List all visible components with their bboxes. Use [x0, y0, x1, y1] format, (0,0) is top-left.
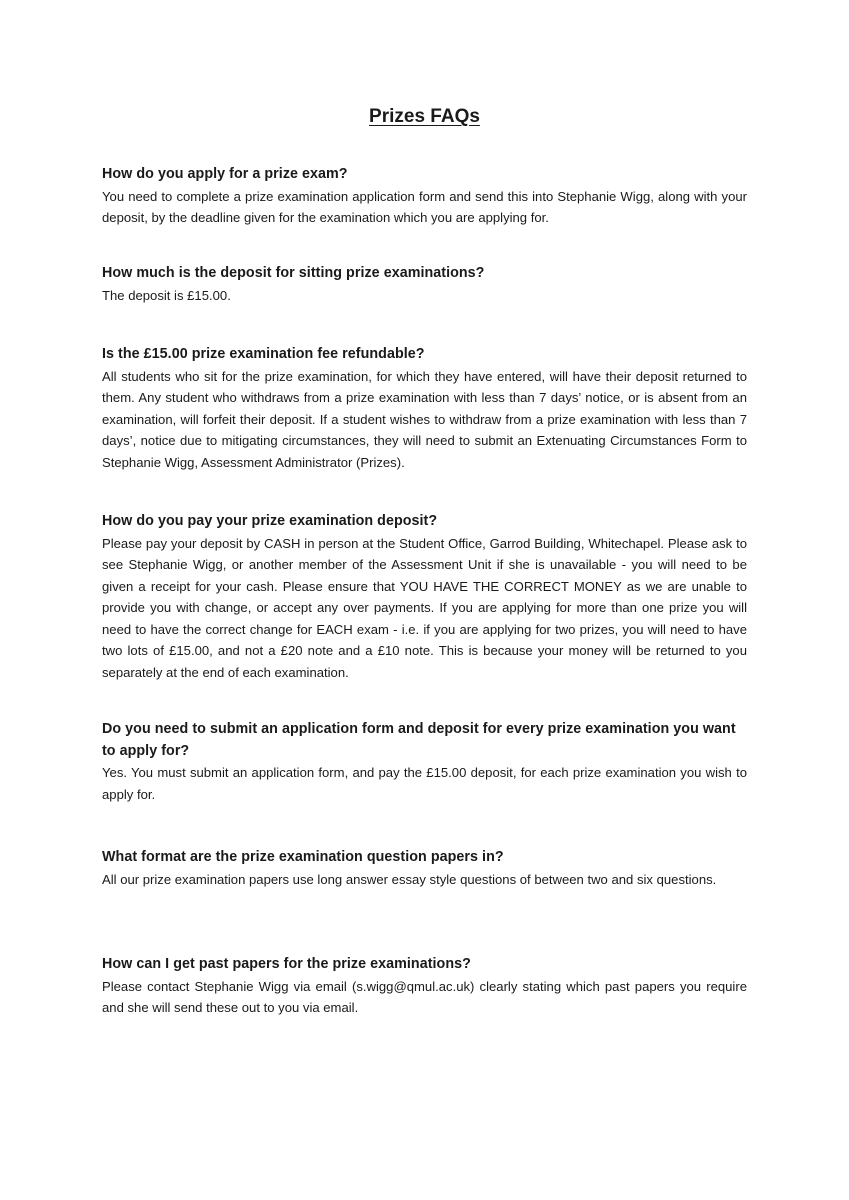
faq-question: How do you apply for a prize exam?: [102, 166, 348, 182]
faq-answer: All our prize examination papers use long answer essay style questions of between two and six questions.: [102, 871, 717, 887]
faq-answer: Please pay your deposit by CASH in person at the Student Office, Garrod Building, Whitechapel. Please ask to see Stephanie Wigg, or another member of the Assessment Unit if she is unavailable - you will need to be given a receipt for your cash. Please ensure that YOU HAVE THE CORRECT MONEY as we are unable to provide you with change, or accept any over payments. If you are applying for more than one prize you will need to have the correct change for EACH exam - i.e. if you are applying for two prizes, you will need to have two lots of £15.00, and not a £20 note and a £10 note. This is because your money will be returned to you separately at the end of each examination.: [102, 535, 747, 680]
page-title: Prizes FAQs: [369, 106, 480, 127]
faq-payment: [102, 511, 747, 683]
faq-answer: All students who sit for the prize examination, for which they have entered, will have their deposit returned to them. Any student who withdraws from a prize examination with less than 7 days’ notice, or is absent from an examination, will forfeit their deposit. If a student wishes to withdraw from a prize examination with less than 7 days’, notice due to mitigating circumstances, they will need to submit an Extenuating Circumstances Form to Stephanie Wigg, Assessment Administrator (Prizes).: [102, 368, 747, 470]
faq-multiple-exams: [102, 719, 747, 805]
faq-question: Do you need to submit an application form and deposit for every prize examination you want to apply for?: [102, 721, 736, 759]
faq-answer: Please contact Stephanie Wigg via email (s.wigg@qmul.ac.uk) clearly stating which past papers you require and she will send these out to you via email.: [102, 978, 747, 1015]
faq-past-papers: [102, 954, 747, 1019]
faq-paper-format: [102, 847, 747, 890]
faq-refund: [102, 344, 747, 473]
faq-question: How do you pay your prize examination deposit?: [102, 513, 438, 529]
faq-question: Is the £15.00 prize examination fee refundable?: [102, 346, 425, 362]
faq-answer: You need to complete a prize examination application form and send this into Stephanie Wigg, along with your deposit, by the deadline given for the examination which you are applying for.: [102, 188, 747, 225]
faq-question: How much is the deposit for sitting prize examinations?: [102, 265, 485, 281]
faq-answer: The deposit is £15.00.: [102, 287, 231, 303]
faq-deposit-amount: [102, 263, 747, 306]
faq-question: How can I get past papers for the prize examinations?: [102, 956, 471, 972]
faq-apply: [102, 164, 747, 229]
faq-question: What format are the prize examination question papers in?: [102, 849, 504, 865]
faq-answer: Yes. You must submit an application form, and pay the £15.00 deposit, for each prize examination you wish to apply for.: [102, 765, 747, 802]
